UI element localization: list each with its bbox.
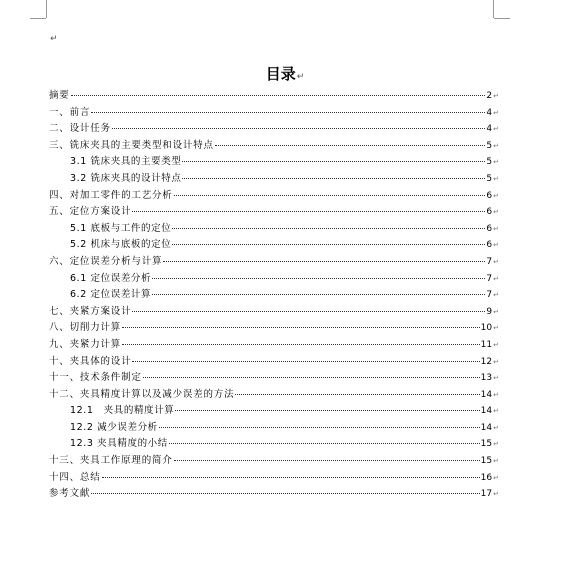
toc-dot-leader [132, 310, 485, 312]
paragraph-mark-icon: ↵ [493, 92, 499, 100]
toc-entry-title[interactable]: 12.2 减少误差分析 [70, 421, 158, 433]
toc-entry[interactable] [49, 320, 499, 337]
toc-entry[interactable] [49, 387, 499, 404]
toc-entry[interactable] [49, 304, 499, 321]
paragraph-mark-icon: ↵ [493, 141, 499, 150]
toc-title [0, 63, 570, 84]
toc-dot-leader [172, 227, 485, 229]
paragraph-mark-icon: ↵ [493, 340, 499, 349]
paragraph-mark-icon: ↵ [493, 191, 499, 200]
toc-entry[interactable] [49, 470, 499, 487]
toc-dot-leader [91, 492, 479, 494]
toc-entry[interactable] [49, 121, 499, 138]
toc-entry-title[interactable]: 五、定位方案设计 [49, 206, 132, 218]
toc-entry-title[interactable]: 九、夹紧力计算 [49, 338, 122, 350]
paragraph-mark-icon: ↵ [493, 457, 499, 466]
paragraph-mark-icon: ↵ [493, 490, 499, 499]
toc-dot-leader [152, 293, 485, 295]
toc-dot-leader [174, 459, 480, 461]
toc-entry-title[interactable]: 12.1 夹具的精度计算 [70, 405, 175, 417]
toc-entry[interactable] [49, 254, 499, 271]
toc-title-text: 目录 [265, 65, 296, 83]
toc-entry-page-number[interactable]: 4 [486, 107, 493, 118]
paragraph-mark-icon: ↵ [493, 158, 499, 167]
toc-dot-leader [175, 409, 479, 411]
toc-dot-leader [91, 111, 485, 113]
toc-entry[interactable] [49, 436, 499, 453]
table-of-contents [49, 88, 499, 503]
paragraph-mark-icon: ↵ [493, 208, 499, 217]
paragraph-mark-icon: ↵ [493, 390, 499, 399]
paragraph-mark-icon: ↵ [493, 125, 499, 134]
toc-entry-page-number[interactable]: 5 [486, 173, 493, 184]
toc-entry[interactable] [49, 403, 499, 420]
toc-entry-page-number[interactable]: 5 [486, 157, 493, 168]
paragraph-mark-icon: ↵ [493, 473, 499, 482]
toc-entry[interactable] [49, 171, 499, 188]
toc-entry-page-number[interactable]: 14 [480, 406, 493, 417]
toc-entry-title[interactable]: 四、对加工零件的工艺分析 [49, 189, 173, 201]
paragraph-mark-icon: ↵ [493, 307, 499, 316]
toc-entry[interactable] [49, 337, 499, 354]
paragraph-mark-icon: ↵ [493, 407, 499, 416]
toc-entry-page-number[interactable]: 7 [486, 256, 493, 267]
toc-entry[interactable] [49, 486, 499, 503]
toc-entry-title[interactable]: 5.2 机床与底板的定位 [70, 239, 172, 251]
toc-entry-page-number[interactable]: 15 [480, 439, 493, 450]
toc-dot-leader [169, 442, 480, 444]
toc-entry[interactable] [49, 237, 499, 254]
toc-entry[interactable] [49, 154, 499, 171]
toc-entry[interactable] [49, 287, 499, 304]
toc-dot-leader [159, 426, 480, 428]
toc-entry-page-number[interactable]: 14 [480, 389, 493, 400]
toc-entry-page-number[interactable]: 15 [480, 456, 493, 467]
toc-entry-page-number[interactable]: 9 [486, 306, 493, 317]
toc-entry[interactable] [49, 105, 499, 122]
toc-entry[interactable] [49, 204, 499, 221]
toc-entry-page-number[interactable]: 12 [480, 356, 493, 367]
toc-entry-title[interactable]: 6.1 定位误差分析 [70, 272, 152, 284]
toc-entry-page-number[interactable]: 6 [486, 240, 493, 251]
toc-entry-title[interactable]: 十二、夹具精度计算以及减少误差的方法 [49, 388, 235, 400]
toc-entry-title[interactable]: 三、铣床夹具的主要类型和设计特点 [49, 139, 214, 151]
toc-dot-leader [132, 360, 479, 362]
toc-entry[interactable] [49, 453, 499, 470]
page-corner-marker-top-left [27, 0, 47, 20]
toc-dot-leader [143, 376, 480, 378]
toc-entry-page-number[interactable]: 13 [480, 373, 493, 384]
paragraph-mark-icon: ↵ [296, 72, 305, 82]
toc-dot-leader [132, 210, 485, 212]
toc-entry-page-number[interactable]: 7 [486, 290, 493, 301]
toc-dot-leader [182, 160, 485, 162]
toc-entry-page-number[interactable]: 17 [480, 489, 493, 500]
toc-entry-page-number[interactable]: 4 [486, 124, 493, 135]
toc-dot-leader [172, 243, 485, 245]
toc-entry-title[interactable]: 12.3 夹具精度的小结 [70, 438, 168, 450]
paragraph-mark-icon: ↵ [493, 274, 499, 283]
toc-entry-page-number[interactable]: 6 [486, 223, 493, 234]
toc-entry-page-number[interactable]: 11 [480, 339, 493, 350]
paragraph-mark-icon: ↵ [493, 224, 499, 233]
toc-entry-title[interactable]: 八、切削力计算 [49, 322, 122, 334]
toc-dot-leader [112, 127, 486, 129]
toc-dot-leader [122, 326, 480, 328]
toc-entry[interactable] [49, 221, 499, 238]
toc-entry-title[interactable]: 十一、技术条件制定 [49, 372, 142, 384]
paragraph-mark-icon: ↵ [50, 34, 58, 44]
toc-entry-title[interactable]: 5.1 底板与工件的定位 [70, 222, 172, 234]
toc-dot-leader [182, 177, 485, 179]
toc-entry-title[interactable]: 6.2 定位误差计算 [70, 289, 152, 301]
toc-entry[interactable] [49, 420, 499, 437]
paragraph-mark-icon: ↵ [493, 440, 499, 449]
paragraph-mark-icon: ↵ [493, 374, 499, 383]
toc-entry-page-number[interactable]: 2 [486, 91, 493, 101]
toc-entry[interactable] [49, 370, 499, 387]
toc-entry-page-number[interactable]: 6 [486, 190, 493, 201]
paragraph-mark-icon: ↵ [493, 257, 499, 266]
toc-entry[interactable] [49, 138, 499, 155]
toc-entry-title[interactable]: 十四、总结 [49, 471, 101, 483]
toc-entry-title[interactable]: 十、夹具体的设计 [49, 355, 132, 367]
toc-dot-leader [152, 277, 485, 279]
toc-entry-title[interactable]: 3.1 铣床夹具的主要类型 [70, 156, 182, 168]
toc-entry[interactable] [49, 88, 499, 105]
toc-dot-leader [215, 144, 486, 146]
toc-entry[interactable] [49, 188, 499, 205]
page-corner-marker-top-right [493, 0, 513, 20]
toc-entry-title[interactable]: 十三、夹具工作原理的简介 [49, 455, 173, 467]
toc-entry[interactable] [49, 271, 499, 288]
toc-entry-title[interactable]: 一、前言 [49, 106, 91, 118]
toc-entry-title[interactable]: 摘要 [49, 90, 70, 101]
toc-entry-title[interactable]: 六、定位误差分析与计算 [49, 255, 163, 267]
toc-dot-leader [163, 260, 485, 262]
paragraph-mark-icon: ↵ [493, 174, 499, 183]
toc-entry-page-number[interactable]: 10 [480, 323, 493, 334]
toc-dot-leader [235, 393, 479, 395]
toc-entry[interactable] [49, 354, 499, 371]
toc-entry-title[interactable]: 七、夹紧方案设计 [49, 305, 132, 317]
toc-dot-leader [122, 343, 480, 345]
toc-entry-page-number[interactable]: 7 [486, 273, 493, 284]
toc-entry-title[interactable]: 参考文献 [49, 488, 91, 500]
paragraph-mark-icon: ↵ [493, 291, 499, 300]
paragraph-mark-icon: ↵ [493, 324, 499, 333]
paragraph-mark-icon: ↵ [493, 241, 499, 250]
toc-entry-page-number[interactable]: 14 [480, 422, 493, 433]
toc-entry-page-number[interactable]: 6 [486, 207, 493, 218]
toc-entry-title[interactable]: 3.2 铣床夹具的设计特点 [70, 172, 182, 184]
toc-entry-title[interactable]: 二、设计任务 [49, 123, 111, 135]
paragraph-mark-icon: ↵ [493, 108, 499, 117]
toc-dot-leader [71, 94, 486, 96]
paragraph-mark-icon: ↵ [493, 423, 499, 432]
toc-dot-leader [102, 476, 480, 478]
toc-entry-page-number[interactable]: 16 [480, 472, 493, 483]
toc-dot-leader [174, 194, 486, 196]
toc-entry-page-number[interactable]: 5 [486, 140, 493, 151]
paragraph-mark-icon: ↵ [493, 357, 499, 366]
